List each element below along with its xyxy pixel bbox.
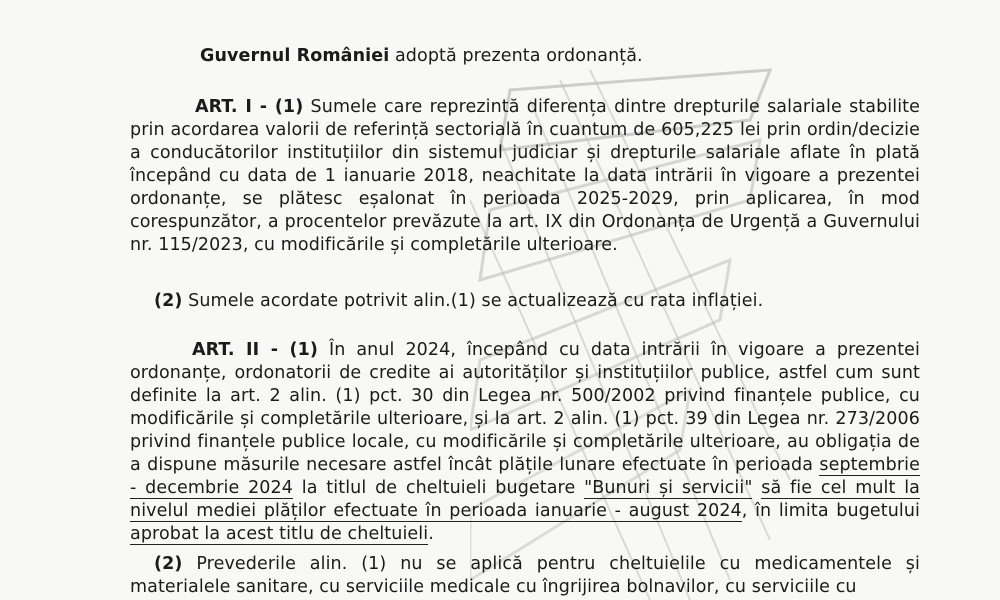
article-2-text-c (752, 478, 761, 498)
article-2-heading: ART. II - (1) (192, 340, 319, 360)
intro-bold: Guvernul României (200, 46, 390, 66)
underlined-average-clause: să fie cel mult la nivelul mediei plăților efectuate în perioada ianuarie - august 2024 (130, 478, 921, 521)
article-1-p2-heading: (2) (154, 291, 183, 311)
underlined-budget-title: "Bunuri și servicii" (584, 478, 753, 498)
article-1-paragraph-1 (130, 96, 920, 257)
intro-rest: adoptă prezenta ordonanță. (389, 46, 643, 66)
article-2-text-b: la titlul de cheltuieli bugetare (293, 478, 585, 498)
article-2-paragraph-2 (130, 553, 920, 599)
article-1-heading: ART. I - (1) (195, 97, 304, 117)
underlined-approved-budget: aprobat la acest titlu de cheltuieli (130, 524, 429, 544)
article-2-text-e: . (428, 524, 434, 544)
article-2-paragraph-1 (130, 339, 920, 546)
intro-line (200, 45, 643, 68)
article-2-p2-text: Prevederile alin. (1) nu se aplică pentru cheltuielile cu medicamentele și materialele sanitare, cu serviciile medicale cu îngrijirea bolnavilor, cu serviciile cu (130, 554, 920, 597)
article-1-paragraph-2 (154, 290, 763, 313)
underlined-period: septembrie - decembrie 2024 (130, 455, 920, 498)
article-2-text-a: În anul 2024, începând cu data intrării în vigoare a prezentei ordonanțe, ordonatorii de credite ai autorităților și instituțiilor publice, astfel cum sunt definite la art. 2 alin. (1) pct. 30 din Legea nr. 500/2002 privind finanțele publice, cu modificările și completările ulterioare, și la art. 2 alin. (1) pct. 39 din Legea nr. 273/2006 privind finanțele publice locale, cu modificările și completările ulterioare, au obligația de a dispune măsurile necesare astfel încât plățile lunare efectuate în perioada (130, 340, 920, 475)
article-1-p2-text: Sumele acordate potrivit alin.(1) se actualizează cu rata inflației. (182, 291, 764, 311)
article-2-text-d: , în limita bugetului (741, 501, 920, 521)
article-2-p2-heading: (2) (154, 554, 183, 574)
article-1-text: Sumele care reprezintă diferența dintre drepturile salariale stabilite prin acordarea valorii de referință sectorială în cuantum de 605,225 lei prin ordin/decizie a conducătorilor instituțiilor din sistemul judiciar și drepturile salariale aflate în plată începând cu data de 1 ianuarie 2018, neachitate la data intrării în vigoare a prezentei ordonanțe, se plătesc eșalonat în perioada 2025-2029, prin aplicarea, în mod corespunzător, a procentelor prevăzute la art. IX din Ordonanța de Urgență a Guvernului nr. 115/2023, cu modificările și completările ulterioare. (130, 97, 920, 255)
